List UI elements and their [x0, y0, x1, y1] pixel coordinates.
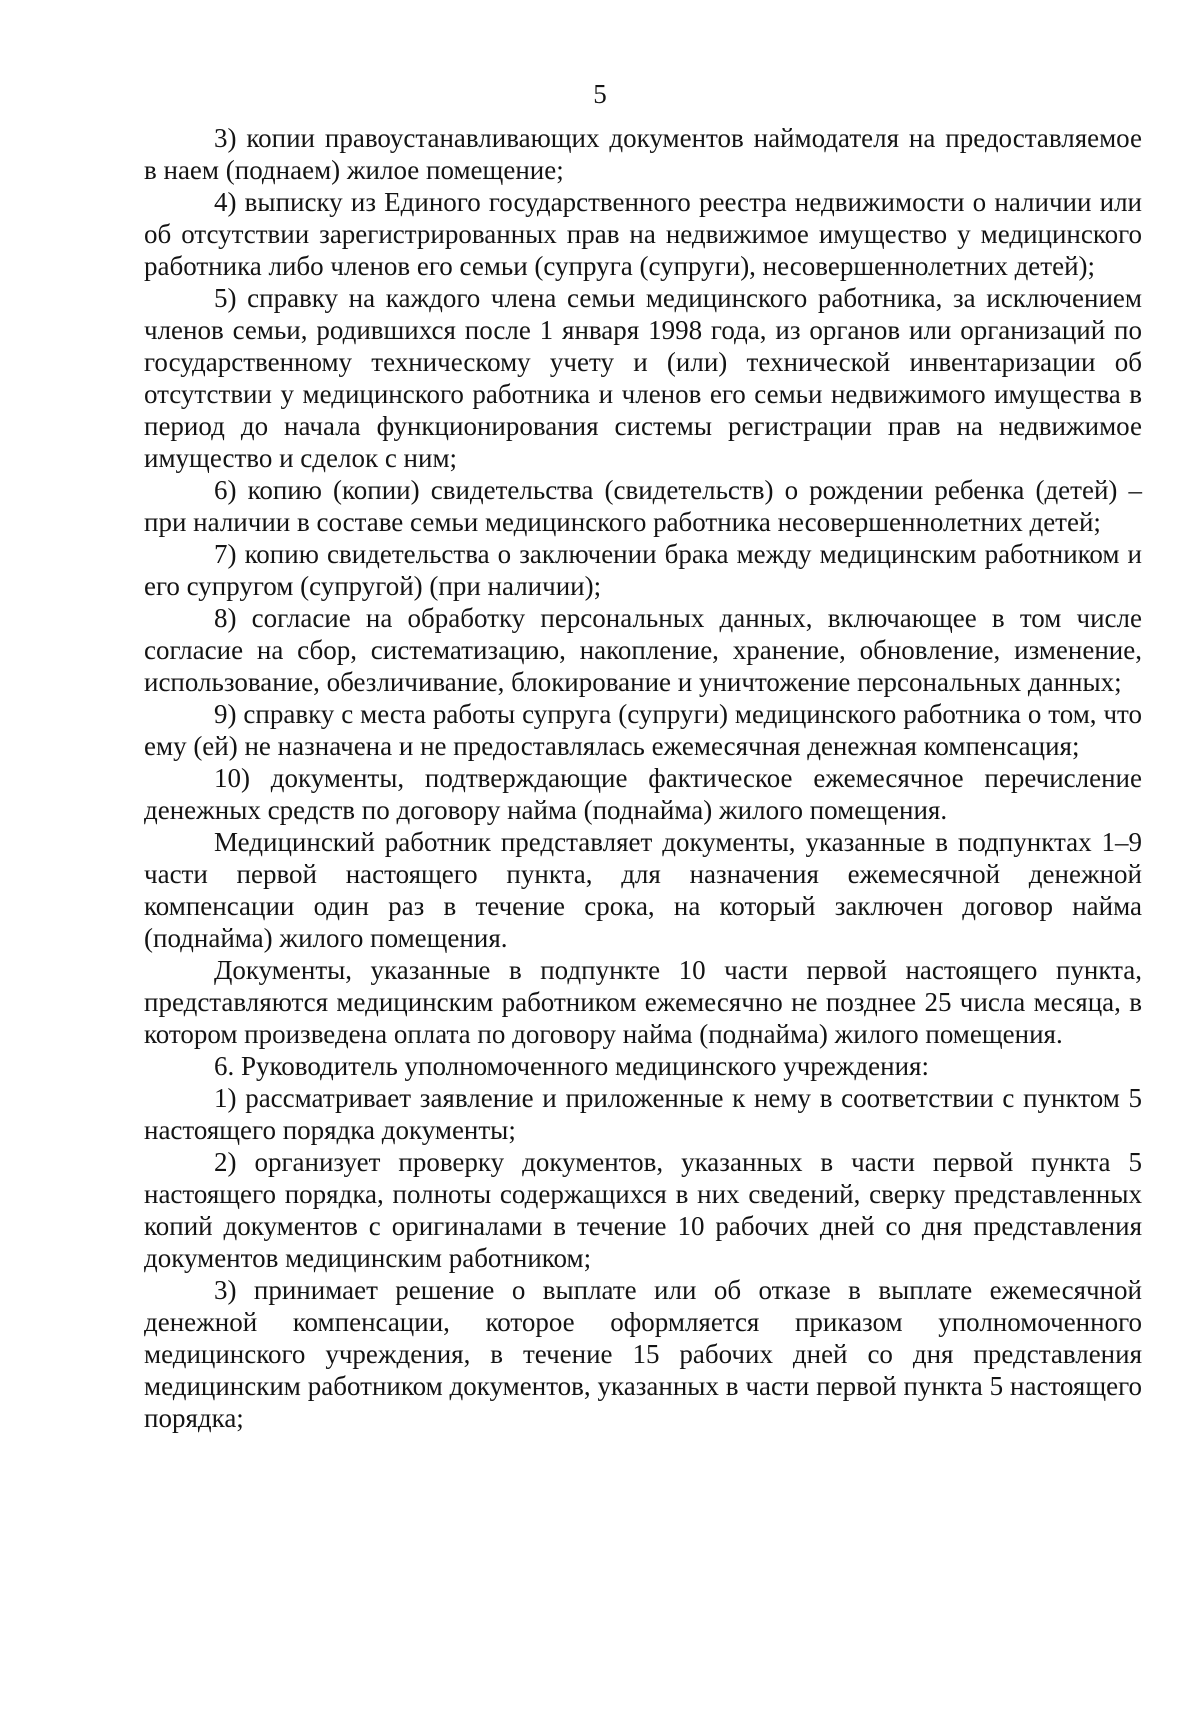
paragraph-section-6-item-1: 1) рассматривает заявление и приложенные к нему в соответствии с пунктом 5 настоящего порядка документы;: [144, 1083, 1142, 1145]
page-number: 5: [593, 79, 607, 109]
paragraph-item-9: 9) справку с места работы супруга (супруги) медицинского работника о том, что ему (ей) не назначена и не предоставлялась ежемесячная денежная компенсация;: [144, 699, 1142, 761]
paragraph-section-6-item-3: 3) принимает решение о выплате или об отказе в выплате ежемесячной денежной компенсации, которое оформляется приказом уполномоченного медицинского учреждения, в течение 15 рабочих дней со дня представления медицинским работником документов, указанных в части первой пункта 5 настоящего порядка;: [144, 1275, 1142, 1433]
paragraph-item-4: 4) выписку из Единого государственного реестра недвижимости о наличии или об отсутствии зарегистрированных прав на недвижимое имущество у медицинского работника либо членов его семьи (супруга (супруги), несовершеннолетних детей);: [144, 187, 1142, 281]
paragraph-section-6-heading: 6. Руководитель уполномоченного медицинского учреждения:: [214, 1051, 929, 1081]
paragraph-item-10: 10) документы, подтверждающие фактическое ежемесячное перечисление денежных средств по договору найма (поднайма) жилого помещения.: [144, 763, 1142, 825]
paragraph-item-5: 5) справку на каждого члена семьи медицинского работника, за исключением членов семьи, родившихся после 1 января 1998 года, из органов или организаций по государственному техническому учету и (или) технической инвентаризации об отсутствии у медицинского работника и членов его семьи недвижимого имущества в период до начала функционирования системы регистрации прав на недвижимое имущество и сделок с ним;: [144, 283, 1142, 473]
document-body: [144, 122, 1142, 1434]
paragraph-submission-rule: Медицинский работник представляет документы, указанные в подпунктах 1–9 части первой настоящего пункта, для назначения ежемесячной денежной компенсации один раз в течение срока, на который заключен договор найма (поднайма) жилого помещения.: [144, 827, 1142, 953]
paragraph-item-6: 6) копию (копии) свидетельства (свидетельств) о рождении ребенка (детей) – при наличии в составе семьи медицинского работника несовершеннолетних детей;: [144, 475, 1142, 537]
paragraph-item-7: 7) копию свидетельства о заключении брака между медицинским работником и его супругом (супругой) (при наличии);: [144, 539, 1142, 601]
paragraph-monthly-deadline: Документы, указанные в подпункте 10 части первой настоящего пункта, представляются медицинским работником ежемесячно не позднее 25 числа месяца, в котором произведена оплата по договору найма (поднайма) жилого помещения.: [144, 955, 1142, 1049]
paragraph-item-8: 8) согласие на обработку персональных данных, включающее в том числе согласие на сбор, систематизацию, накопление, хранение, обновление, изменение, использование, обезличивание, блокирование и уничтожение персональных данных;: [144, 603, 1142, 697]
paragraph-section-6-item-2: 2) организует проверку документов, указанных в части первой пункта 5 настоящего порядка, полноты содержащихся в них сведений, сверку представленных копий документов с оригиналами в течение 10 рабочих дней со дня представления документов медицинским работником;: [144, 1147, 1142, 1273]
paragraph-item-3: 3) копии правоустанавливающих документов наймодателя на предоставляемое в наем (поднаем) жилое помещение;: [144, 123, 1142, 185]
